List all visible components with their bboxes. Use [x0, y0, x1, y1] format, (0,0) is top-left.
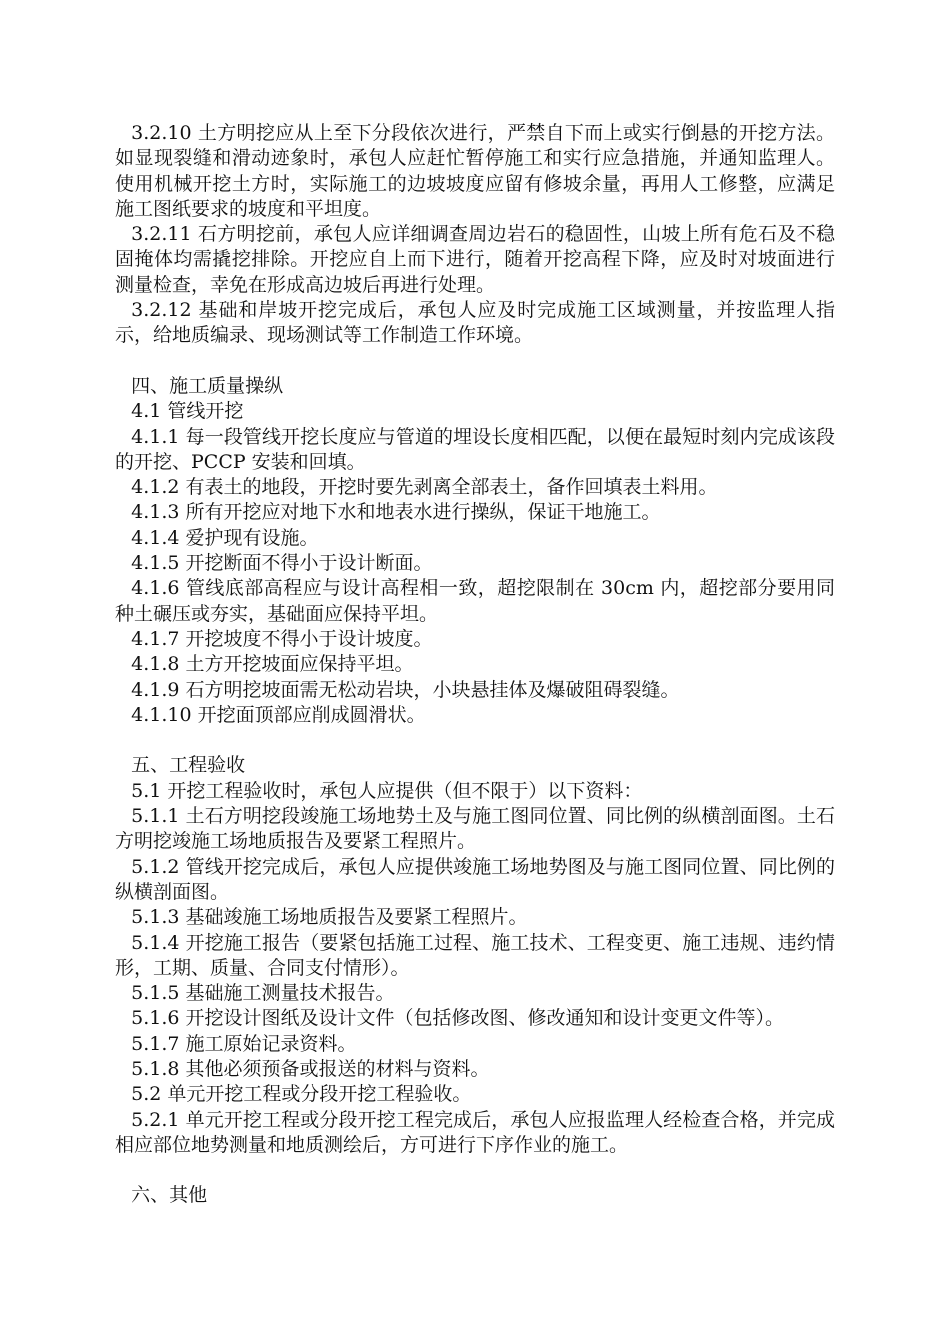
clause-5-1: 5.1 开挖工程验收时，承包人应提供（但不限于）以下资料：	[131, 779, 643, 802]
section-heading-quality-control: 四、施工质量操纵	[131, 374, 284, 397]
clause-4-1-8: 4.1.8 土方开挖坡面应保持平坦。	[131, 653, 414, 676]
clause-5-2: 5.2 单元开挖工程或分段开挖工程验收。	[131, 1083, 472, 1106]
clause-4-1-10: 4.1.10 开挖面顶部应削成圆滑状。	[131, 703, 426, 726]
clause-5-1-2: 5.1.2 管线开挖完成后，承包人应提供竣施工场地势图及与施工图同位置、同比例的纵横剖面图。	[115, 855, 835, 903]
paragraph-gap	[115, 1158, 835, 1183]
clause-4-1-2: 4.1.2 有表土的地段，开挖时要先剥离全部表土，备作回填表土料用。	[131, 476, 718, 499]
clause-4-1-6: 4.1.6 管线底部高程应与设计高程相一致，超挖限制在 30cm 内，超挖部分要用同种土碾压或夯实，基础面应保持平坦。	[115, 577, 835, 625]
clause-3-2-10: 3.2.10 土方明挖应从上至下分段依次进行，严禁自下而上或实行倒悬的开挖方法。如显现裂缝和滑动迹象时，承包人应赶忙暂停施工和实行应急措施，并通知监理人。使用机械开挖土方时，实际施工的边坡坡度应留有修坡余量，再用人工修整，应满足施工图纸要求的坡度和平坦度。	[115, 122, 835, 220]
clause-5-1-8: 5.1.8 其他必须预备或报送的材料与资料。	[131, 1057, 490, 1080]
clause-4-1-1: 4.1.1 每一段管线开挖长度应与管道的埋设长度相匹配，以便在最短时刻内完成该段的开挖、PCCP 安装和回填。	[115, 425, 835, 473]
section-heading-other: 六、其他	[131, 1184, 208, 1207]
paragraph-gap	[115, 728, 835, 753]
clause-4-1-5: 4.1.5 开挖断面不得小于设计断面。	[131, 552, 433, 575]
clause-3-2-12: 3.2.12 基础和岸坡开挖完成后，承包人应及时完成施工区域测量，并按监理人指示，给地质编录、现场测试等工作制造工作环境。	[115, 299, 835, 347]
paragraph-gap	[115, 349, 835, 374]
document-page	[115, 121, 835, 1209]
clause-5-1-3: 5.1.3 基础竣施工场地质报告及要紧工程照片。	[131, 906, 528, 929]
clause-3-2-11: 3.2.11 石方明挖前，承包人应详细调查周边岩石的稳固性，山坡上所有危石及不稳固掩体均需撬挖排除。开挖应自上而下进行，随着开挖高程下降，应及时对坡面进行测量检查，幸免在形成高边坡后再进行处理。	[115, 223, 835, 296]
clause-4-1-4: 4.1.4 爱护现有设施。	[131, 526, 319, 549]
clause-5-1-7: 5.1.7 施工原始记录资料。	[131, 1032, 357, 1055]
clause-5-1-5: 5.1.5 基础施工测量技术报告。	[131, 982, 395, 1005]
clause-5-1-4: 5.1.4 开挖施工报告（要紧包括施工过程、施工技术、工程变更、施工违规、违约情形，工期、质量、合同支付情形）。	[115, 931, 835, 979]
clause-4-1: 4.1 管线开挖	[131, 400, 244, 423]
clause-4-1-3: 4.1.3 所有开挖应对地下水和地表水进行操纵，保证干地施工。	[131, 501, 661, 524]
clause-4-1-9: 4.1.9 石方明挖坡面需无松动岩块，小块悬挂体及爆破阻碍裂缝。	[131, 678, 680, 701]
section-heading-acceptance: 五、工程验收	[131, 754, 246, 777]
clause-4-1-7: 4.1.7 开挖坡度不得小于设计坡度。	[131, 627, 433, 650]
clause-5-1-1: 5.1.1 土石方明挖段竣施工场地势土及与施工图同位置、同比例的纵横剖面图。土石方明挖竣施工场地质报告及要紧工程照片。	[115, 805, 835, 853]
clause-5-2-1: 5.2.1 单元开挖工程或分段开挖工程完成后，承包人应报监理人经检查合格，并完成相应部位地势测量和地质测绘后，方可进行下序作业的施工。	[115, 1108, 835, 1156]
clause-5-1-6: 5.1.6 开挖设计图纸及设计文件（包括修改图、修改通知和设计变更文件等）。	[131, 1007, 785, 1030]
